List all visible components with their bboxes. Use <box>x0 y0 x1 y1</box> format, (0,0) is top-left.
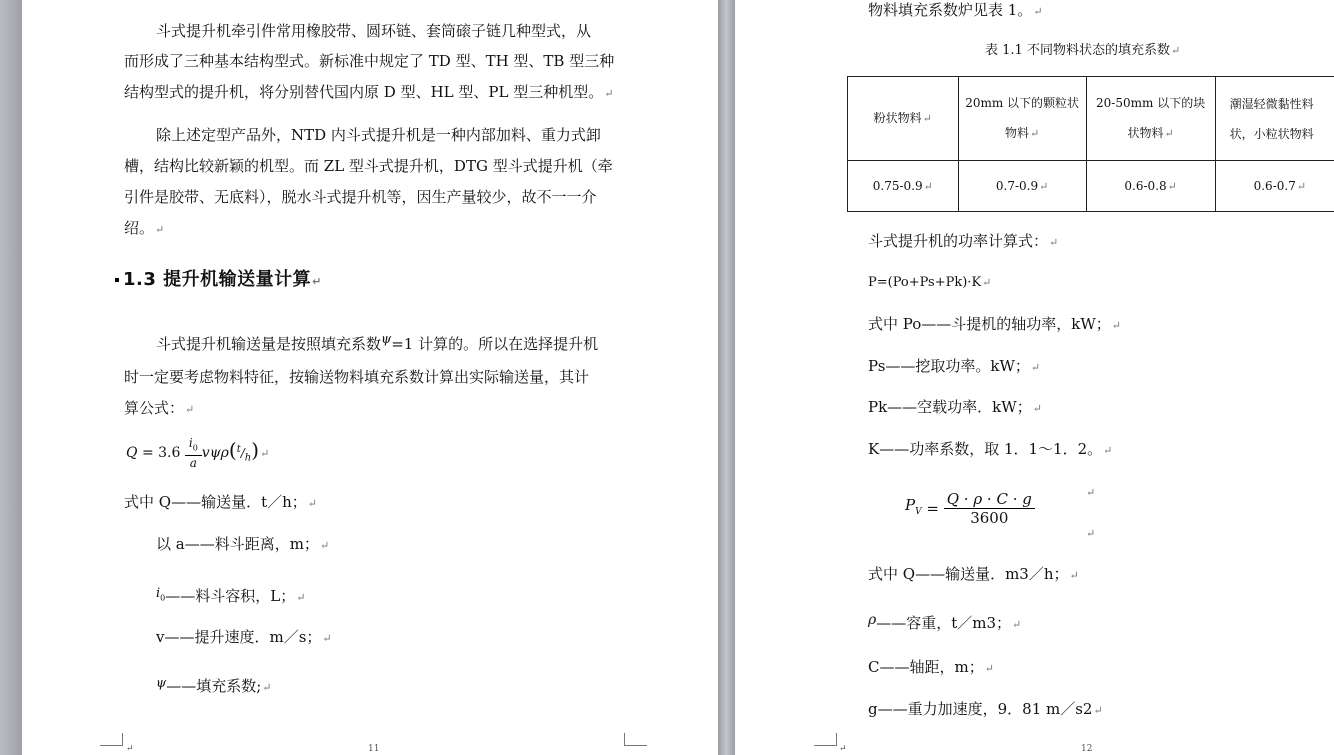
paragraph-mark: ↵ <box>982 276 992 289</box>
table-header-cell: 20mm 以下的颗粒状 物料↵ <box>958 77 1086 161</box>
power-def-pk: Pk——空载功率．kW；↵ <box>868 398 1042 416</box>
paragraph-mark: ↵ <box>1069 569 1079 582</box>
table-header-row <box>848 77 1334 161</box>
paragraph-mark: ↵ <box>262 681 272 694</box>
pv-def-rho: ρ——容重，t／m3；↵ <box>868 612 1022 632</box>
paragraph-mark: ↵ <box>260 447 270 461</box>
table-header-cell: 20-50mm 以下的块 状物料↵ <box>1086 77 1215 161</box>
power-intro: 斗式提升机的功率计算式：↵ <box>868 232 1059 250</box>
def-i0: $i_0——$料斗容积，L；↵ <box>156 586 306 605</box>
power-def-po: 式中 Po——斗提机的轴功率，kW；↵ <box>868 315 1122 333</box>
paragraph-mark: ↵ <box>1086 486 1096 499</box>
margin-corner-bottom-right <box>624 733 647 746</box>
footer-mark: ↵ <box>839 744 847 754</box>
paragraph-mark: ↵ <box>155 223 165 236</box>
table-cell: 0.6-0.7↵ <box>1215 161 1334 212</box>
pv-def-c: C——轴距，m；↵ <box>868 658 994 676</box>
table-caption: 表 1.1 不同物料状态的填充系数↵ <box>985 43 1181 58</box>
power-def-ps: Ps——挖取功率。kW；↵ <box>868 357 1041 375</box>
paragraph-mark: ↵ <box>1012 618 1022 631</box>
paragraph-mark: ↵ <box>1170 44 1181 57</box>
paragraph-mark: ↵ <box>604 87 614 100</box>
def-q: 式中 Q——输送量．t／h；↵ <box>124 493 317 511</box>
table-cell: 0.7-0.9↵ <box>958 161 1086 212</box>
paragraph-mark: ↵ <box>1032 402 1042 415</box>
page-gutter <box>718 0 735 755</box>
para2-line4: 绍。↵ <box>124 219 165 237</box>
para1-line3: 结构型式的提升机，将分别替代国内原 D 型、HL 型、PL 型三种机型。↵ <box>124 83 614 101</box>
para3-line1: 斗式提升机输送量是按照填充系数$^\psi$=1 计算的。所以在选择提升机 <box>156 332 599 353</box>
paragraph-mark: ↵ <box>319 539 330 552</box>
paragraph-mark: ↵ <box>1093 704 1103 717</box>
table-cell: 0.75-0.9↵ <box>848 161 959 212</box>
table-cell: 0.6-0.8↵ <box>1086 161 1215 212</box>
paragraph-mark: ↵ <box>1111 319 1122 332</box>
para2-line2: 槽，结构比较新颖的机型。而 ZL 型斗式提升机，DTG 型斗式提升机（牵 <box>124 157 613 175</box>
para1-line2: 而形成了三种基本结构型式。新标准中规定了 TD 型、TH 型、TB 型三种 <box>124 52 615 70</box>
throughput-formula: Q = 3.6 $\frac{i_0}{a}$ $v\psi\rho(^t/_h)↵$ <box>126 436 270 471</box>
para1-line1: 斗式提升机牵引件常用橡胶带、圆环链、套筒磙子链几种型式，从 <box>156 22 592 40</box>
section-heading: 1.3 提升机输送量计算↵ <box>115 270 322 292</box>
margin-corner-bottom-left <box>814 733 837 746</box>
paragraph-mark: ↵ <box>1103 444 1113 457</box>
document-page-11 <box>22 0 718 755</box>
pv-def-g: g——重力加速度，9．81 m／s2↵ <box>868 700 1103 718</box>
table-row <box>848 161 1334 212</box>
table-intro-line: 物料填充系数炉见表 1。↵ <box>868 1 1043 19</box>
paragraph-mark: ↵ <box>307 497 317 510</box>
psi-symbol: ψ <box>381 332 392 347</box>
para3-line3: 算公式：↵ <box>124 399 195 417</box>
paragraph-mark: ↵ <box>312 275 322 288</box>
paragraph-mark: ↵ <box>185 403 195 416</box>
paragraph-mark: ↵ <box>322 632 332 645</box>
table-header-cell: 潮湿轻微黏性料 状，小粒状物料 <box>1215 77 1334 161</box>
page-number: 12 <box>1081 744 1093 754</box>
paragraph-mark: ↵ <box>1049 236 1059 249</box>
para2-line3: 引件是胶带、无底料），脱水斗式提升机等，因生产量较少，故不一一介 <box>124 188 597 206</box>
paragraph-mark: ↵ <box>1030 361 1041 374</box>
paragraph-mark: ↵ <box>1086 527 1096 540</box>
paragraph-mark: ↵ <box>1033 5 1043 18</box>
pv-def-q: 式中 Q——输送量．m3／h；↵ <box>868 565 1079 583</box>
para3-line2: 时一定要考虑物料特征，按输送物料填充系数计算出实际输送量，其计 <box>124 368 590 386</box>
heading-bullet-icon <box>115 278 119 282</box>
table-header-cell: 粉状物料↵ <box>848 77 959 161</box>
def-v: v——提升速度．m／s；↵ <box>156 628 332 646</box>
power-def-k: K——功率系数，取 1．1～1．2。↵ <box>868 440 1113 458</box>
footer-mark: ↵ <box>126 744 134 754</box>
fill-coefficient-table <box>847 76 1334 212</box>
paragraph-mark: ↵ <box>984 662 994 675</box>
document-page-12 <box>735 0 1334 755</box>
para2-line1: 除上述定型产品外，NTD 内斗式提升机是一种内部加料、重力式卸 <box>156 126 601 144</box>
def-psi: ψ——填充系数;↵ <box>156 676 272 695</box>
power-formula: P=(Po+Ps+Pk)·K↵ <box>868 275 992 290</box>
def-a: 以 a——料斗距离，m；↵ <box>156 535 330 553</box>
window-gutter-left <box>0 0 22 755</box>
margin-corner-bottom-left <box>100 733 123 746</box>
paragraph-mark: ↵ <box>296 591 306 604</box>
pv-formula: $P_V$ = $\frac{Q \cdot \rho \cdot C \cdot g}{3600}$ <box>905 490 1035 527</box>
page-number: 11 <box>368 744 380 754</box>
